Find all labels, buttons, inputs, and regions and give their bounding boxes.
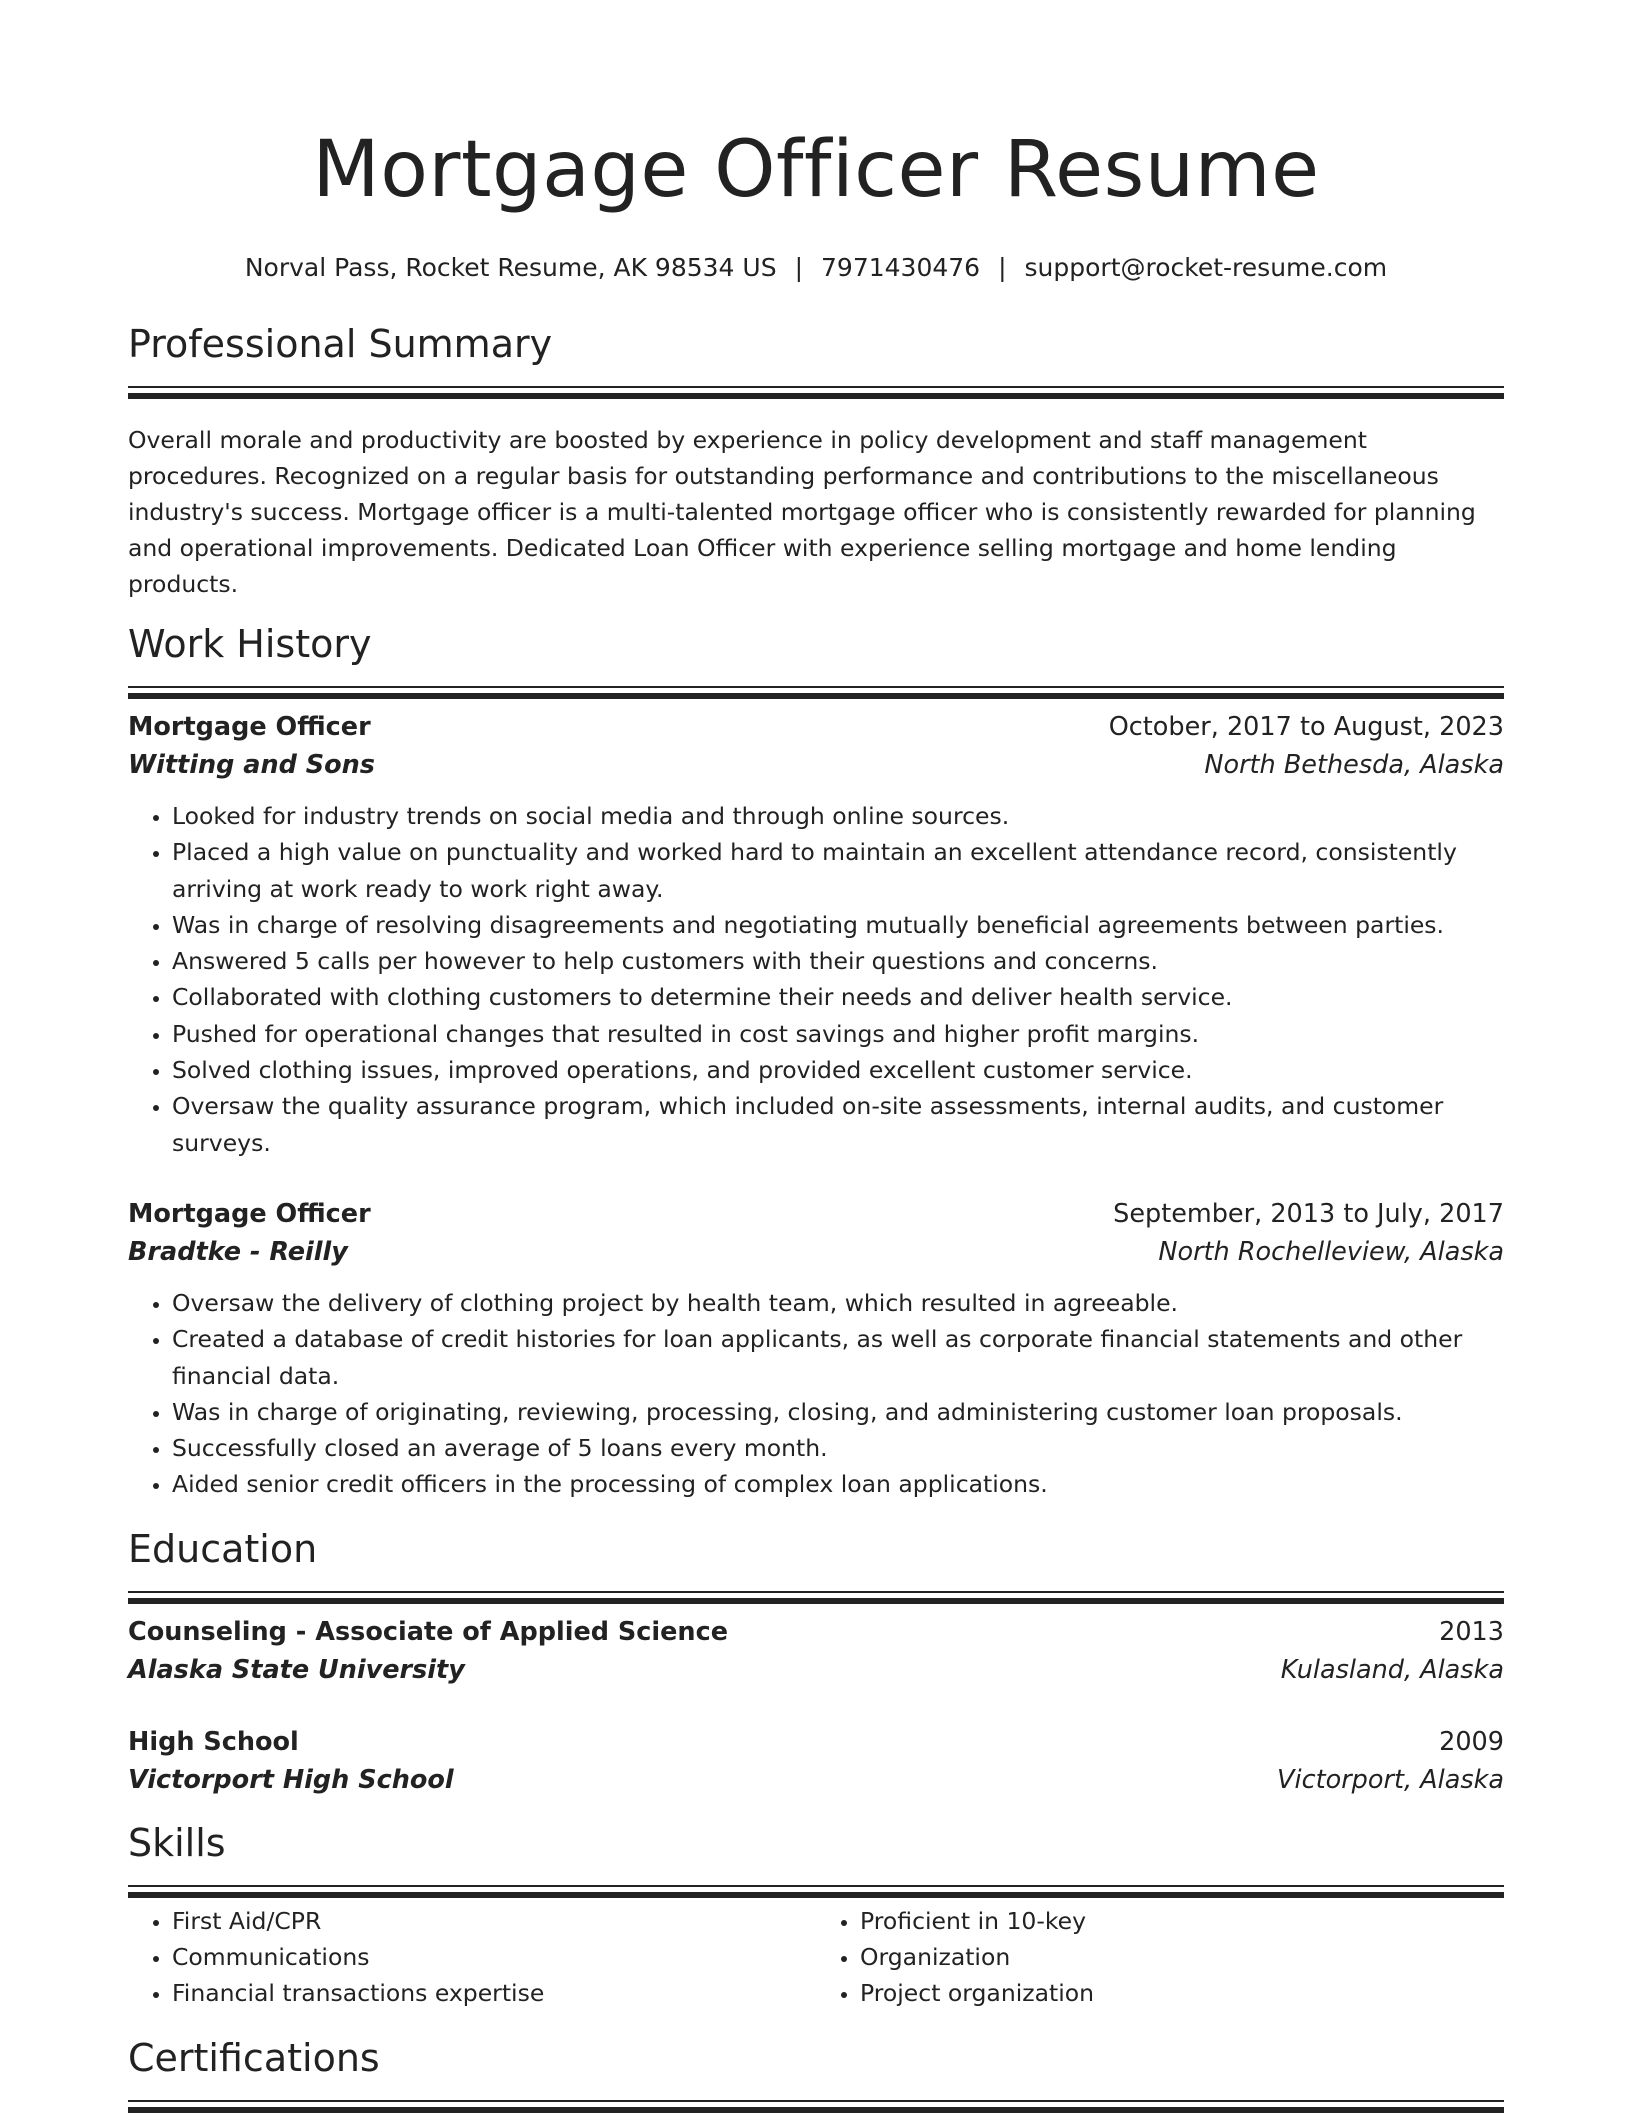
resume-title: Mortgage Officer Resume [312, 125, 1320, 215]
school-name: Victorport High School [128, 1764, 454, 1795]
degree: Counseling - Associate of Applied Science [128, 1616, 728, 1647]
list-item: • Created a database of credit histories for loan applicants, as well as corporate financial statements and other financial data. [172, 1321, 1504, 1394]
skills-column-right [816, 1903, 1504, 2012]
graduation-year: 2009 [1439, 1726, 1504, 1757]
job-entry [128, 708, 1504, 1161]
professional-summary-section [128, 320, 1504, 602]
contact-separator: | [998, 253, 1007, 282]
school-name: Alaska State University [128, 1654, 465, 1685]
list-item: • Oversaw the quality assurance program, which included on-site assessments, internal audits, and customer surveys. [172, 1088, 1504, 1161]
job-dates: October, 2017 to August, 2023 [1108, 712, 1504, 742]
degree: High School [128, 1726, 299, 1757]
work-history-section [128, 620, 1504, 1503]
job-bullets [128, 798, 1504, 1161]
skills-grid [128, 1903, 1504, 2012]
job-title: Mortgage Officer [128, 1198, 371, 1229]
skill-item: • Proficient in 10-key [860, 1903, 1504, 1939]
contact-line [128, 250, 1504, 286]
section-divider [128, 1885, 1504, 1887]
certifications-section [128, 2034, 1504, 2102]
contact-email: support@rocket-resume.com [1024, 253, 1388, 282]
education-entry [128, 1723, 1504, 1799]
skills-column-left [128, 1903, 816, 2012]
list-item: • Was in charge of resolving disagreements and negotiating mutually beneficial agreements between parties. [172, 907, 1504, 943]
list-item: • Answered 5 calls per however to help customers with their questions and concerns. [172, 943, 1504, 979]
job-location: North Bethesda, Alaska [1204, 750, 1504, 780]
section-heading: Professional Summary [128, 322, 553, 366]
section-divider [128, 386, 1504, 388]
job-dates: September, 2013 to July, 2017 [1113, 1198, 1504, 1229]
job-bullets [128, 1285, 1504, 1503]
list-item: • Oversaw the delivery of clothing project by health team, which resulted in agreeable. [172, 1285, 1504, 1321]
skills-section [128, 1819, 1504, 2012]
school-location: Kulasland, Alaska [1280, 1654, 1504, 1685]
section-divider [128, 1591, 1504, 1593]
section-heading: Education [128, 1526, 318, 1571]
job-company: Witting and Sons [128, 750, 375, 780]
education-section [128, 1525, 1504, 1799]
graduation-year: 2013 [1439, 1616, 1504, 1647]
section-heading: Work History [128, 622, 372, 666]
list-item: • Pushed for operational changes that resulted in cost savings and higher profit margins. [172, 1016, 1504, 1052]
job-location: North Rochelleview, Alaska [1158, 1236, 1504, 1267]
contact-address: Norval Pass, Rocket Resume, AK 98534 US [244, 253, 777, 282]
skill-item: • Project organization [860, 1975, 1504, 2011]
skill-item: • Communications [172, 1939, 816, 1975]
contact-phone: 7971430476 [821, 253, 981, 282]
list-item: • Solved clothing issues, improved operations, and provided excellent customer service. [172, 1052, 1504, 1088]
list-item: • Aided senior credit officers in the processing of complex loan applications. [172, 1466, 1504, 1502]
job-entry [128, 1195, 1504, 1503]
contact-separator: | [794, 253, 804, 282]
skill-item: • Financial transactions expertise [172, 1975, 816, 2011]
list-item: • Looked for industry trends on social media and through online sources. [172, 798, 1504, 834]
education-entry [128, 1613, 1504, 1689]
skill-item: • Organization [860, 1939, 1504, 1975]
school-location: Victorport, Alaska [1277, 1764, 1504, 1795]
section-heading: Certifications [128, 2035, 380, 2080]
skill-item: • First Aid/CPR [172, 1903, 816, 1939]
section-divider [128, 686, 1504, 688]
section-divider [128, 2100, 1504, 2102]
job-title: Mortgage Officer [128, 712, 371, 742]
list-item: • Successfully closed an average of 5 loans every month. [172, 1430, 1504, 1466]
list-item: • Placed a high value on punctuality and worked hard to maintain an excellent attendance record, consistently arriving at work ready to work right away. [172, 834, 1504, 907]
job-company: Bradtke - Reilly [128, 1236, 348, 1267]
section-heading: Skills [128, 1820, 226, 1865]
summary-text: Overall morale and productivity are boosted by experience in policy development and staff management procedures. Recognized on a regular basis for outstanding performance and contributions to the miscellaneous industry's success. Mortgage officer is a multi-talented mortgage officer who is consistently rewarded for planning and operational improvements. Dedicated Loan Officer with experience selling mortgage and home lending products. [128, 426, 1476, 598]
list-item: • Collaborated with clothing customers to determine their needs and deliver health service. [172, 979, 1504, 1015]
list-item: • Was in charge of originating, reviewing, processing, closing, and administering customer loan proposals. [172, 1394, 1504, 1430]
